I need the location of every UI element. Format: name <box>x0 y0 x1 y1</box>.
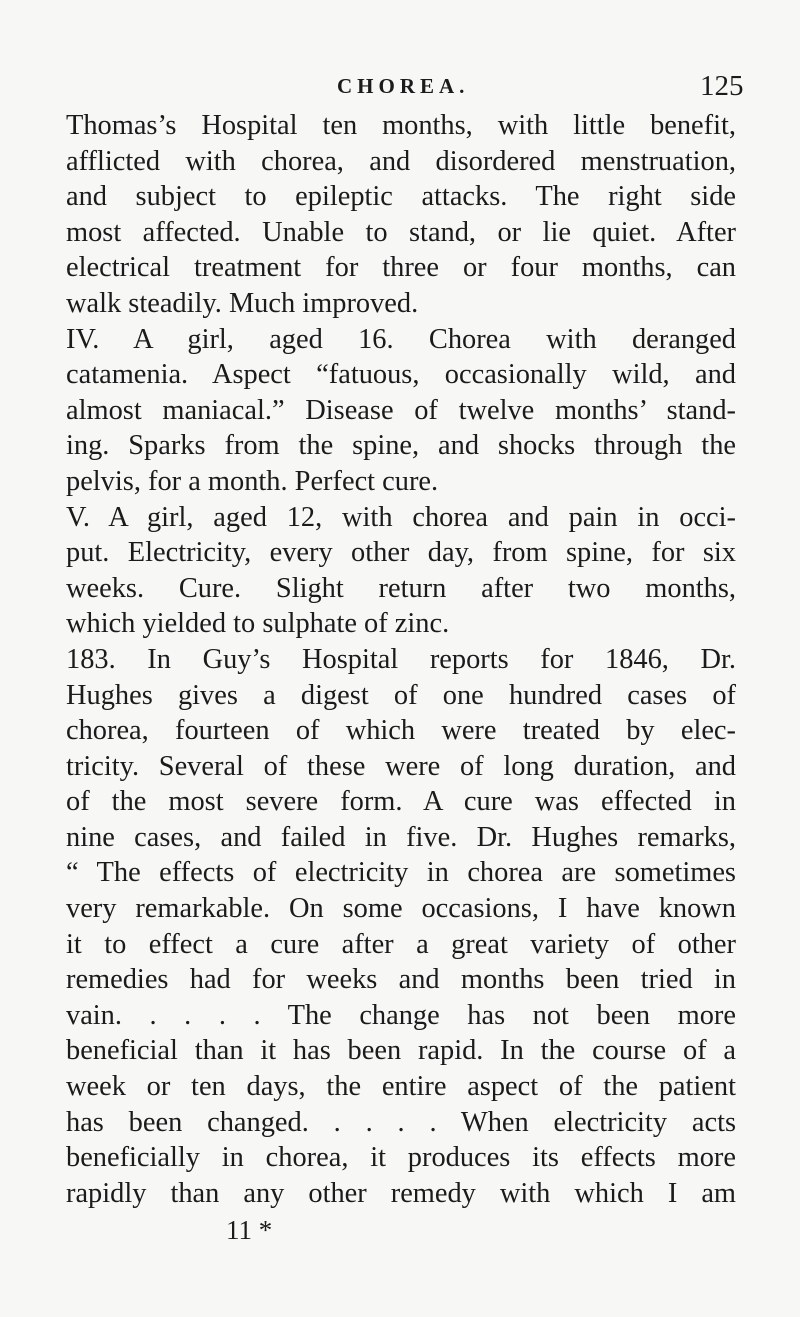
text-line: ing. Sparks from the spine, and shocks through the <box>66 430 736 462</box>
text-line: catamenia. Aspect “fatuous, occasionally wild, and <box>66 359 736 391</box>
text-line: most affected. Unable to stand, or lie quiet. After <box>66 216 736 248</box>
text-line: afflicted with chorea, and disordered menstruation, <box>66 145 736 177</box>
text-line: Hughes gives a digest of one hundred cases of <box>66 679 736 711</box>
text-line: tricity. Several of these were of long duration, and <box>66 750 736 782</box>
running-head <box>0 70 800 106</box>
text-line: chorea, fourteen of which were treated by elec- <box>66 715 736 747</box>
text-line: walk steadily. Much improved. <box>66 287 419 319</box>
text-line: it to effect a cure after a great variety of other <box>66 928 736 960</box>
text-line: 183. In Guy’s Hospital reports for 1846, Dr. <box>66 643 736 675</box>
text-line: V. A girl, aged 12, with chorea and pain in occi- <box>66 501 736 533</box>
text-line: almost maniacal.” Disease of twelve months’ stand- <box>66 394 736 426</box>
text-line: and subject to epileptic attacks. The right side <box>66 181 736 213</box>
text-line: beneficial than it has been rapid. In the course of a <box>66 1035 736 1067</box>
signature-mark: 11 * <box>226 1215 273 1245</box>
text-line: electrical treatment for three or four months, can <box>66 252 736 284</box>
text-line: nine cases, and failed in five. Dr. Hughes remarks, <box>66 821 736 853</box>
text-line: week or ten days, the entire aspect of the patient <box>66 1071 736 1103</box>
text-line: vain. . . . . The change has not been more <box>66 999 736 1031</box>
body-text <box>66 108 736 1211</box>
running-title: CHOREA. <box>337 74 470 98</box>
text-line: “ The effects of electricity in chorea are sometimes <box>66 857 736 889</box>
text-line: weeks. Cure. Slight return after two months, <box>66 572 736 604</box>
page-number: 125 <box>700 70 744 102</box>
text-line: which yielded to sulphate of zinc. <box>66 608 450 640</box>
text-line: of the most severe form. A cure was effected in <box>66 786 736 818</box>
text-line: very remarkable. On some occasions, I have known <box>66 893 736 925</box>
text-line: Thomas’s Hospital ten months, with little benefit, <box>66 110 736 141</box>
text-line: rapidly than any other remedy with which I am <box>66 1177 736 1209</box>
text-line: put. Electricity, every other day, from spine, for six <box>66 537 736 569</box>
text-line: pelvis, for a month. Perfect cure. <box>66 465 439 497</box>
text-line: remedies had for weeks and months been tried in <box>66 964 736 996</box>
text-line: has been changed. . . . . When electricity acts <box>66 1106 736 1138</box>
text-line: IV. A girl, aged 16. Chorea with deranged <box>66 323 736 355</box>
text-line: beneficially in chorea, it produces its effects more <box>66 1142 736 1174</box>
